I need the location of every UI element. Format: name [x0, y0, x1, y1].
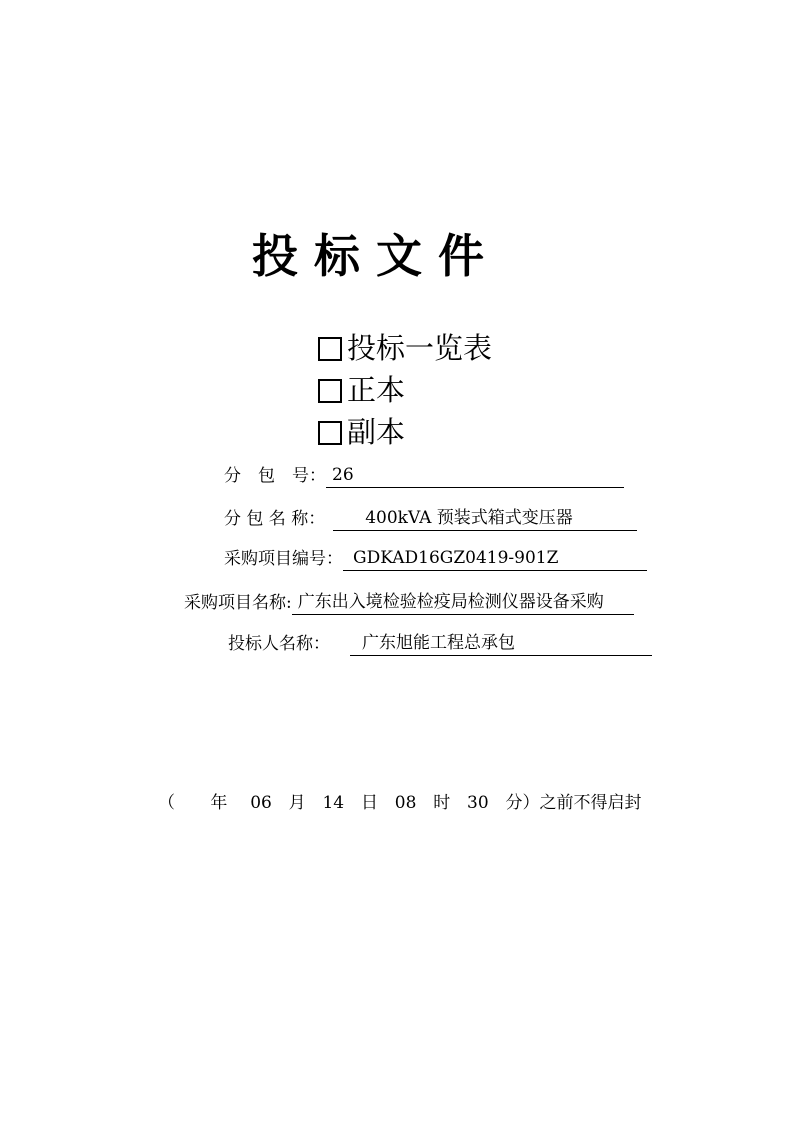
opening-suffix: 之前不得启封: [539, 793, 642, 813]
field-project-name: [184, 589, 634, 615]
project-no-value: GDKAD16GZ0419-901Z: [343, 547, 647, 571]
checkbox-square-icon[interactable]: [318, 337, 342, 361]
minute-value: 30: [467, 793, 489, 813]
field-label: 分 包 号：: [224, 466, 326, 486]
project-name-value: 广东出入境检验检疫局检测仪器设备采购: [292, 591, 634, 615]
checkbox-label: 正本: [347, 373, 406, 407]
checkbox-label: 副本: [347, 415, 406, 449]
month-value: 06: [250, 793, 272, 813]
field-bidder-name: [228, 630, 652, 656]
open-paren: （: [158, 793, 175, 813]
checkbox-square-icon[interactable]: [318, 379, 342, 403]
field-label: 投标人名称：: [228, 634, 330, 654]
opening-time-line: [158, 790, 641, 816]
field-label: 采购项目编号：: [224, 549, 343, 569]
day-value: 14: [322, 793, 345, 813]
day-unit: 日: [360, 793, 378, 813]
checkbox-label: 投标一览表: [347, 331, 493, 365]
hour-unit: 时: [433, 793, 451, 813]
field-project-no: [224, 545, 647, 571]
package-name-value: 400kVA 预装式箱式变压器: [333, 507, 637, 531]
hour-value: 08: [394, 793, 417, 813]
document-title: 投标文件: [252, 229, 500, 283]
checkbox-copy[interactable]: [318, 412, 405, 452]
year-unit: 年: [210, 793, 228, 813]
field-package-no: [224, 462, 624, 488]
field-package-name: [224, 505, 637, 531]
minute-unit: 分）: [505, 793, 540, 813]
field-label: 采购项目名称:: [184, 593, 292, 613]
checkbox-square-icon[interactable]: [318, 421, 342, 445]
package-no-value: 26: [326, 464, 624, 488]
month-unit: 月: [288, 793, 306, 813]
checkbox-bid-summary[interactable]: [318, 328, 492, 368]
checkbox-original[interactable]: [318, 370, 405, 410]
field-label: 分 包 名 称：: [224, 509, 326, 529]
bidder-name-value: 广东旭能工程总承包: [350, 632, 652, 656]
